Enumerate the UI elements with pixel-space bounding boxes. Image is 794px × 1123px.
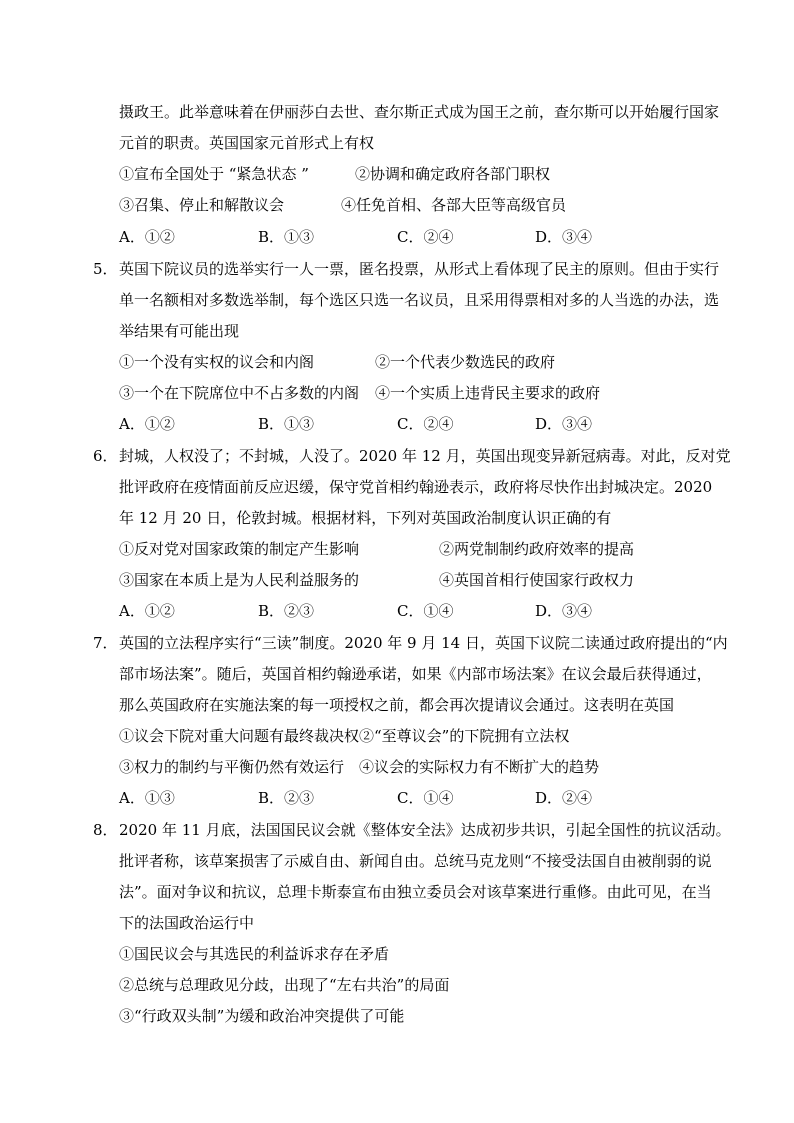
question-7-text-line: 英国的立法程序实行“三读”制度。2020 年 9 月 14 日，英国下议院二读通过政府提出的“内 (119, 634, 728, 652)
question-4-text-line: 摄政王。此举意味着在伊丽莎白去世、查尔斯正式成为国王之前，查尔斯可以开始履行国家 (119, 103, 720, 121)
question-6-text-line: 批评政府在疫情面前反应迟缓，保守党首相约翰逊表示，政府将尽快作出封城决定。2020 (119, 478, 713, 496)
question-6-item-3: ③国家在本质上是为人民利益服务的 (119, 571, 360, 589)
question-4-item-4: ④任免首相、各部大臣等高级官员 (341, 196, 567, 214)
question-4-choice-a: A．①② (119, 228, 175, 246)
question-8-item-1: ①国民议会与其选民的利益诉求存在矛盾 (119, 945, 390, 963)
question-6-number: 6． (93, 447, 118, 465)
question-4-item-3: ③召集、停止和解散议会 (119, 196, 285, 214)
question-6-choice-a: A．①② (119, 602, 175, 620)
question-4-choice-d: D．③④ (535, 228, 593, 246)
question-5-text-line: 英国下院议员的选举实行一人一票，匿名投票，从形式上看体现了民主的原则。但由于实行 (119, 260, 720, 278)
question-7-choice-a: A．①③ (119, 789, 175, 807)
question-7-choice-c: C．①④ (397, 789, 454, 807)
question-6-choice-b: B．②③ (258, 602, 315, 620)
question-5-item-2: ②一个代表少数选民的政府 (375, 353, 556, 371)
question-8-number: 8． (93, 821, 118, 839)
question-5-choice-a: A．①② (119, 415, 175, 433)
question-7-item-3: ③权力的制约与平衡仍然有效运行 (119, 758, 345, 776)
question-7-text-line: 部市场法案”。随后，英国首相约翰逊承诺，如果《内部市场法案》在议会最后获得通过， (119, 665, 712, 683)
question-7-text-line: 那么英国政府在实施法案的每一项授权之前，都会再次提请议会通过。这表明在英国 (119, 696, 675, 714)
question-4-text-line: 元首的职责。英国国家元首形式上有权 (119, 134, 375, 152)
question-4-item-2: ②协调和确定政府各部门职权 (355, 165, 551, 183)
question-4-choice-b: B．①③ (258, 228, 315, 246)
question-6-item-2: ②两党制制约政府效率的提高 (439, 540, 635, 558)
question-5-text-line: 举结果有可能出现 (119, 322, 240, 340)
question-8-text-line: 法”。面对争议和抗议，总理卡斯泰宣布由独立委员会对该草案进行重修。由此可见，在当 (119, 883, 712, 901)
question-6-text-line: 年 12 月 20 日，伦敦封城。根据材料，下列对英国政治制度认识正确的有 (119, 509, 612, 527)
question-5-item-4: ④一个实质上违背民主要求的政府 (375, 384, 601, 402)
question-6-item-4: ④英国首相行使国家行政权力 (439, 571, 635, 589)
question-5-item-1: ①一个没有实权的议会和内阁 (119, 353, 315, 371)
question-7-item-2: ②“至尊议会”的下院拥有立法权 (359, 727, 570, 745)
question-4-choice-c: C．②④ (397, 228, 454, 246)
question-8-text-line: 批评者称，该草案损害了示威自由、新闻自由。总统马克龙则“不接受法国自由被削弱的说 (119, 852, 712, 870)
question-7-choice-d: D．②④ (535, 789, 593, 807)
question-5-choice-c: C．②④ (397, 415, 454, 433)
question-4-item-1: ①宣布全国处于 “紧急状态 ” (119, 165, 309, 183)
question-7-item-1: ①议会下院对重大问题有最终裁决权 (119, 727, 360, 745)
question-5-number: 5． (93, 260, 118, 278)
question-7-item-4: ④议会的实际权力有不断扩大的趋势 (359, 758, 600, 776)
question-8-item-3: ③“行政双头制”为缓和政治冲突提供了可能 (119, 1007, 405, 1025)
question-5-item-3: ③一个在下院席位中不占多数的内阁 (119, 384, 360, 402)
question-8-item-2: ②总统与总理政见分歧，出现了“左右共治”的局面 (119, 976, 450, 994)
question-5-text-line: 单一名额相对多数选举制，每个选区只选一名议员，且采用得票相对多的人当选的办法，选 (119, 291, 720, 309)
question-5-choice-d: D．③④ (535, 415, 593, 433)
question-5-choice-b: B．①③ (258, 415, 315, 433)
question-6-choice-d: D．③④ (535, 602, 593, 620)
question-6-choice-c: C．①④ (397, 602, 454, 620)
question-7-number: 7． (93, 634, 118, 652)
question-8-text-line: 下的法国政治运行中 (119, 914, 255, 932)
question-6-text-line: 封城，人权没了；不封城，人没了。2020 年 12 月，英国出现变异新冠病毒。对此，反对党 (119, 447, 731, 465)
question-7-choice-b: B．②③ (258, 789, 315, 807)
question-6-item-1: ①反对党对国家政策的制定产生影响 (119, 540, 360, 558)
question-8-text-line: 2020 年 11 月底，法国国民议会就《整体安全法》达成初步共识，引起全国性的抗议活动。 (119, 821, 731, 839)
